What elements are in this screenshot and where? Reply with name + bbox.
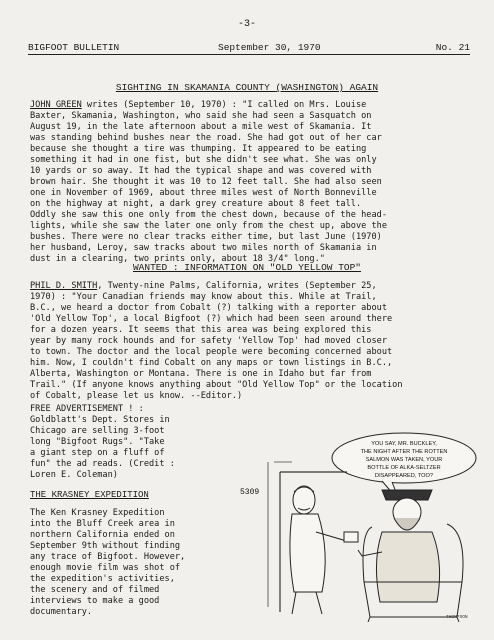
publication-title: BIGFOOT BULLETIN (28, 42, 120, 53)
issue-date: September 30, 1970 (218, 42, 321, 53)
body-line: brown hair. She thought it was 10 to 12 feet tall. She had also seen (30, 177, 382, 187)
body-line: Trail." (If anyone knows anything about "Old Yellow Top" or the location (30, 380, 403, 390)
body-line: one in November of 1969, about three miles west of North Bonneville (30, 188, 377, 198)
body-line: something it had in one fist, but she didn't see what. She was only (30, 155, 377, 165)
body-line: Baxter, Skamania, Washington, who said she had seen a Sasquatch on (30, 111, 372, 121)
section-skamania-heading (0, 82, 494, 93)
artist-signature: THOMPSON (446, 615, 468, 620)
body-line: for a dozen years. It seems that this area was being explored this (30, 325, 372, 335)
section-yellow-top-body (30, 281, 470, 402)
speech-line: SALMON WAS TAKEN, YOUR (365, 457, 443, 463)
section-skamania-body (30, 100, 470, 265)
interviewer-figure (290, 486, 358, 614)
author-john-green: JOHN GREEN (30, 100, 82, 110)
body-line: year by many rock hounds and for safety 'Yellow Top' had moved closer (30, 336, 387, 346)
body-line: to town. The doctor and the local people were becoming concerned about (30, 347, 393, 357)
body-line: , Twenty-nine Palms, California, writes (September 25, (97, 281, 377, 291)
body-line: Oddly she saw this one only from the chest down, because of the head- (30, 210, 387, 220)
speech-line: THE NIGHT AFTER THE ROTTEN (360, 449, 448, 455)
section-krasney-body: The Ken Krasney Expedition into the Bluff Creek area in northern California ended on September 9th without finding any trace of Bigfoot. However, enough movie film was shot of the expedition's activities, the scenery and of filmed interviews to make a good documentary. (30, 508, 186, 617)
section-yellow-top-title: WANTED : INFORMATION ON "OLD YELLOW TOP" (132, 262, 362, 273)
body-line: him. Now, I couldn't find Cobalt on any maps or town listings in B.C., (30, 358, 393, 368)
body-line: B.C., we heard a doctor from Cobalt (?) talking with a reporter about (30, 303, 387, 313)
body-line: dust in a clearing, two prints only, about 18 3/4" long." (30, 254, 325, 264)
body-line: 1970) : "Your Canadian friends may know about this. While at Trail, (30, 292, 377, 302)
body-line: August 19, in the late afternoon about a mile west of Skamania. It (30, 122, 372, 132)
body-line: of Cobalt, please let us know. --Editor.) (30, 391, 243, 401)
bearded-man-figure (358, 490, 440, 602)
masthead (28, 42, 470, 55)
speech-line: BOTTLE OF ALKA-SELTZER (367, 465, 441, 471)
body-line: lights, while she saw the later one only from the chest up, above the (30, 221, 387, 231)
speech-line: DISAPPEARED, TOO? (375, 473, 433, 479)
section-krasney-title: THE KRASNEY EXPEDITION (30, 490, 149, 500)
body-line: Alberta, Washington or Montana. There is one in Idaho but far from (30, 369, 372, 379)
page-number: -3- (237, 19, 256, 30)
body-line: bushes. There were no clear tracks either time, but last June (1970) (30, 232, 382, 242)
free-advertisement: FREE ADVERTISEMENT ! : Goldblatt's Dept. Stores in Chicago are selling 3-foot long "Bigfoot Rugs". "Take a giant step on a fluff of fun" the ad reads. (Credit : Loren E. Coleman) (30, 404, 175, 480)
speech-line: YOU SAY, MR. BUCKLEY, (371, 441, 437, 447)
author-phil-smith: PHIL D. SMITH (30, 281, 98, 291)
body-line: her husband, Leroy, saw tracks about two miles north of Skamania in (30, 243, 377, 253)
section-skamania-title: SIGHTING IN SKAMANIA COUNTY (WASHINGTON) AGAIN (115, 82, 379, 93)
body-line: on the highway at night, a dark grey creature about 8 feet tall. (30, 199, 362, 209)
room-number: 5309 (240, 488, 260, 497)
body-line: 'Old Yellow Top', a local Bigfoot (?) which had been seen around there (30, 314, 393, 324)
section-yellow-top-heading (0, 262, 494, 273)
body-line: because she thought a tire was thumping. It appeared to be eating (30, 144, 367, 154)
cartoon-illustration (232, 432, 477, 622)
body-line: writes (September 10, 1970) : "I called on Mrs. Louise (81, 100, 367, 110)
body-line: was standing behind bushes near the road. She had got out of her car (30, 133, 382, 143)
body-line: 10 yards or so away. It had the typical shape and was covered with (30, 166, 372, 176)
issue-number: No. 21 (435, 42, 470, 53)
